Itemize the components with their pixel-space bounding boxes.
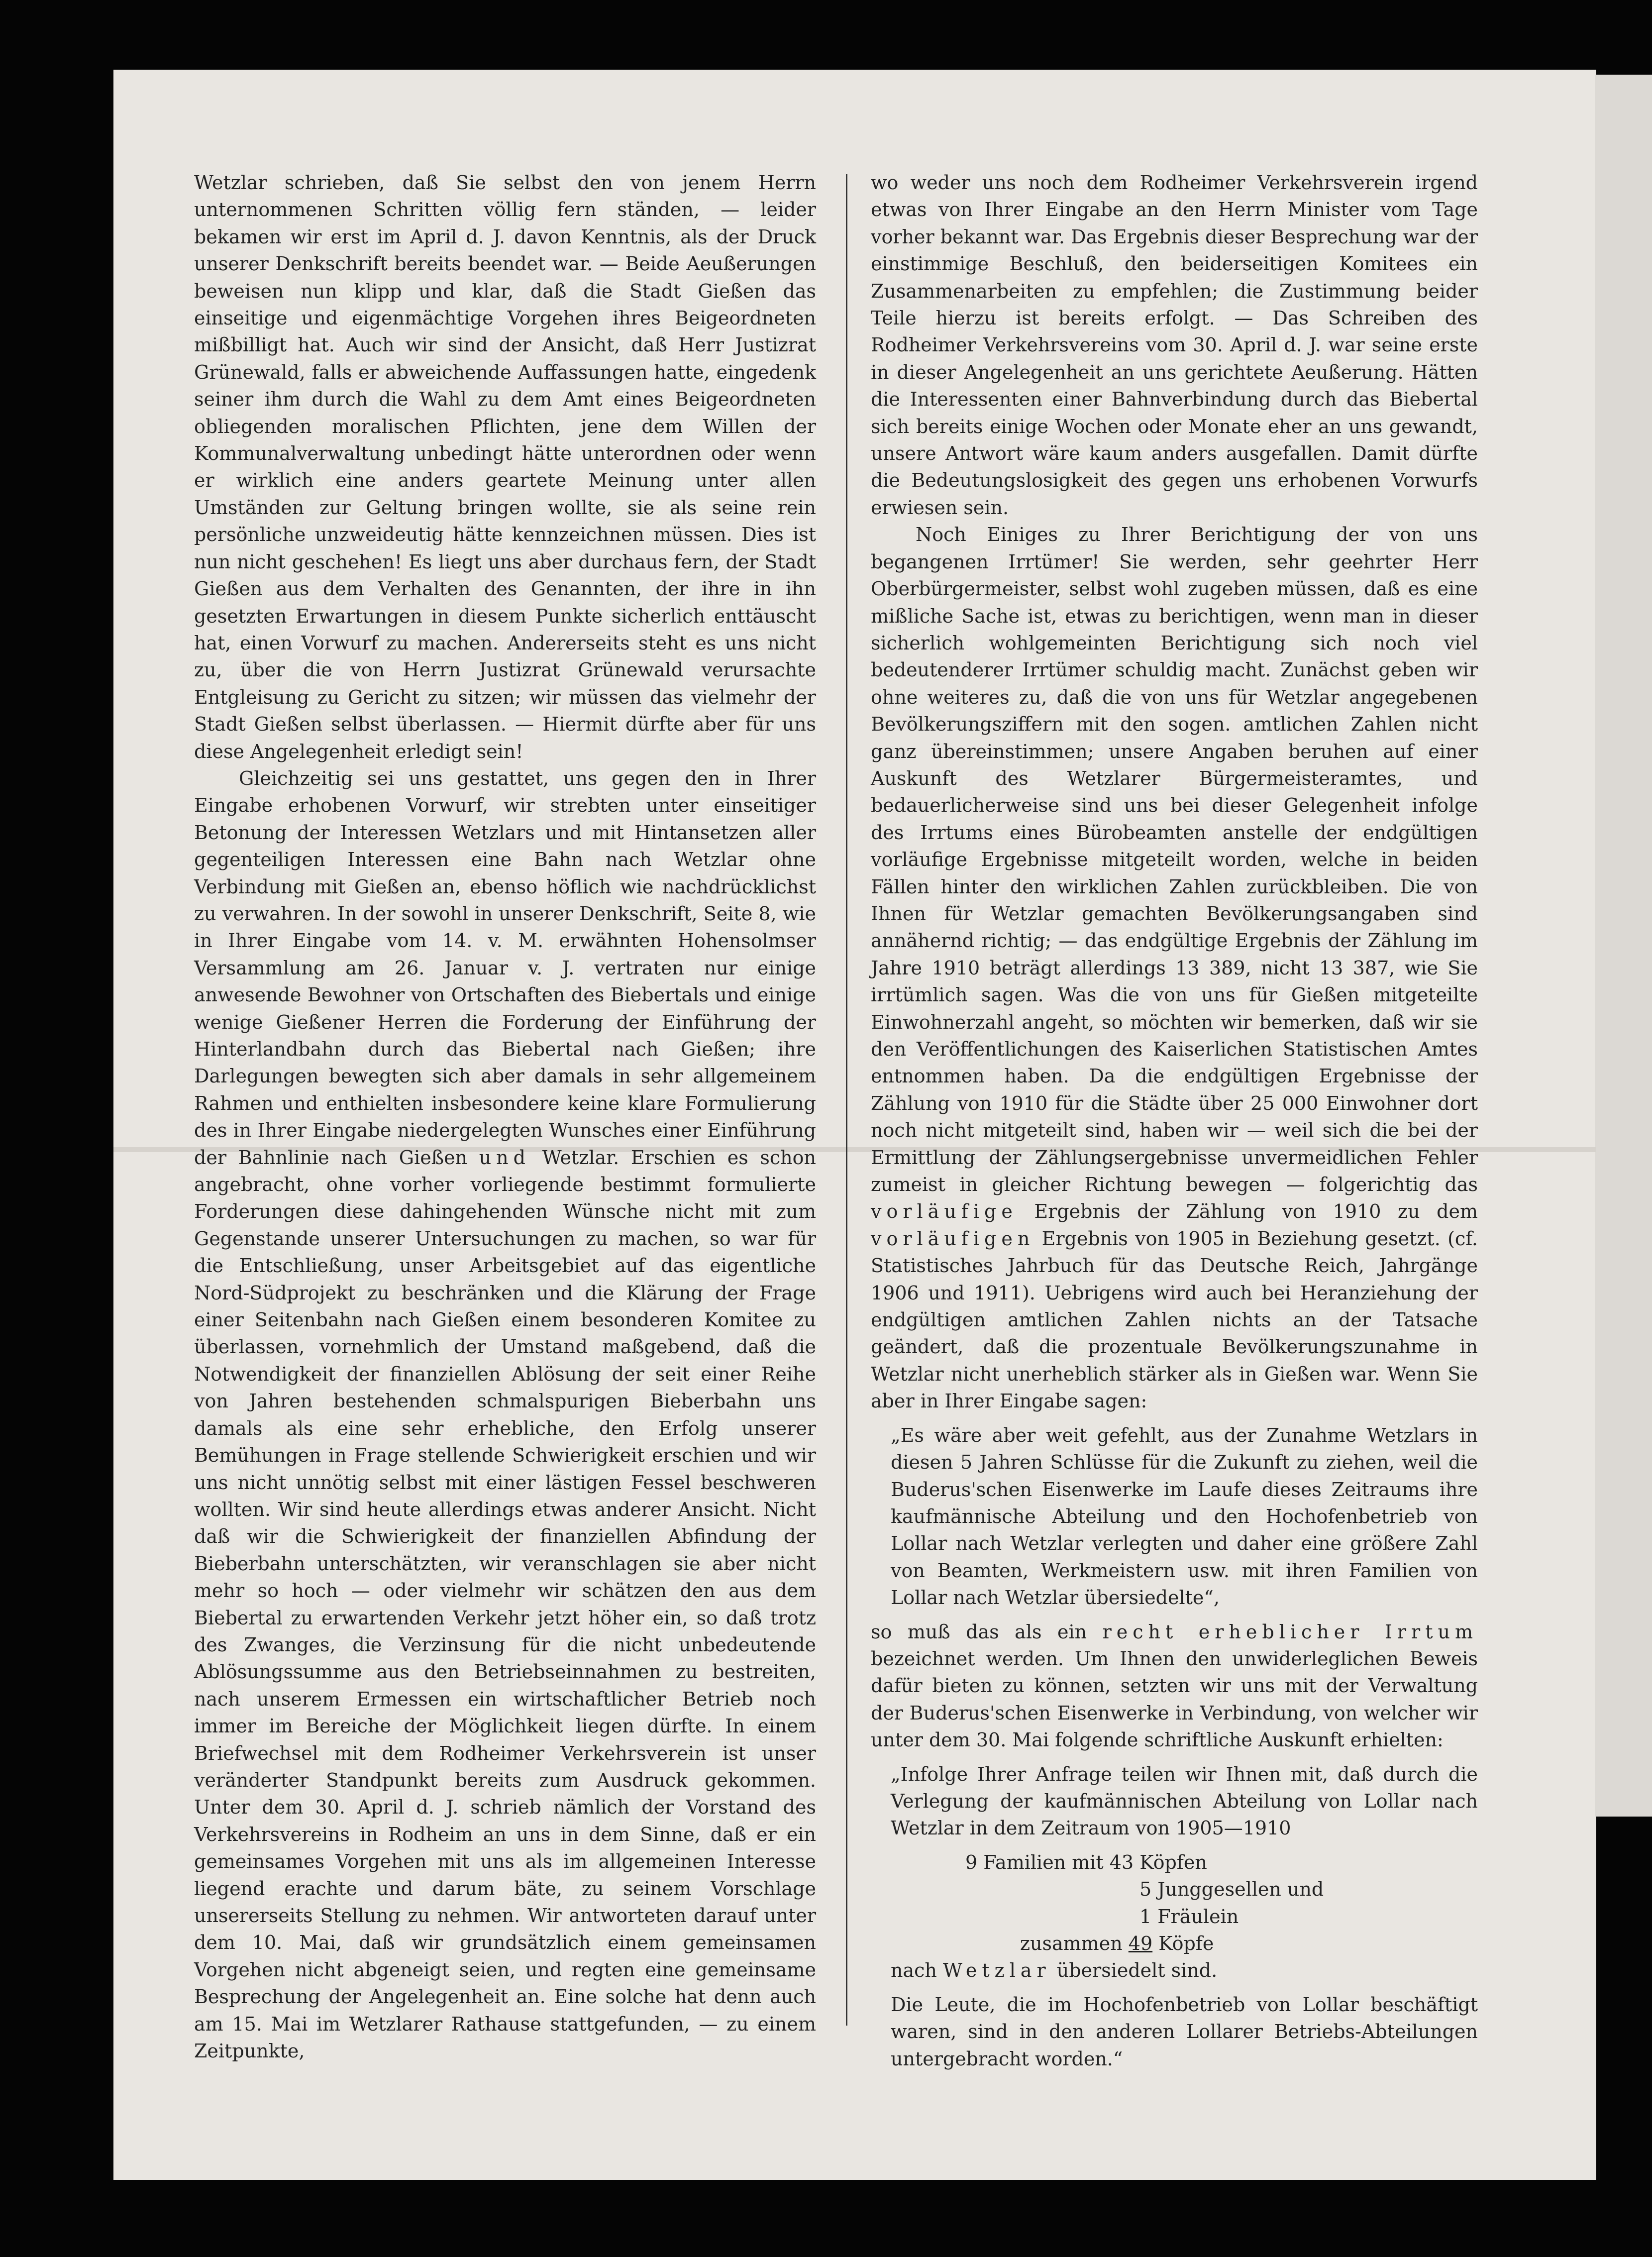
list-line-destination [891, 1957, 1478, 1984]
right-column [871, 169, 1478, 2070]
destination-prefix: nach [891, 1959, 943, 1982]
right-paragraph-2 [871, 521, 1478, 1414]
quote-eingabe: „Es wäre aber weit gefehlt, aus der Zunahme Wetzlars in diesen 5 Jahren Schlüsse für die Zukunft zu ziehen, weil die Buderus'schen Eisenwerke im Laufe dieses Zeitraums ihre kaufmännische Abteilung und den Hochofenbetrieb von Lollar nach Wetzlar verlegten und daher eine größere Zahl von Beamten, Werkmeistern usw. mit ihren Familien von Lollar nach Wetzlar übersiedelte“, [891, 1424, 1478, 1609]
right-paragraph-1: wo weder uns noch dem Rodheimer Verkehrsverein irgend etwas von Ihrer Eingabe an den Herrn Minister vom Tage vorher bekannt war. Das Ergebnis dieser Besprechung war der einstimmige Beschluß, den beiderseitigen Komitees ein Zusammenarbeiten zu empfehlen; die Zustimmung beider Teile hierzu ist bereits erfolgt. — Das Schreiben des Rodheimer Verkehrsvereins vom 30. April d. J. war seine erste in dieser Angelegenheit an uns gerichtete Aeußerung. Hätten die Interessenten einer Bahnverbindung durch das Biebertal sich bereits einige Wochen oder Monate eher an uns gewandt, unsere Antwort wäre kaum anders ausgefallen. Damit dürfte die Bedeutungslosigkeit des gegen uns erhobenen Vorwurfs erwiesen sein. [871, 172, 1478, 519]
spaced-vorlaeufige: vorläufige [871, 1200, 1018, 1223]
spaced-vorlaeufigen: vorläufigen [871, 1227, 1035, 1250]
list-line-bachelors: 5 Junggesellen und [1139, 1878, 1324, 1901]
left-spaced-und: und [479, 1146, 530, 1169]
total-prefix: zusammen [1020, 1933, 1129, 1954]
right-paragraph-3 [871, 1618, 1478, 1754]
quote-closing: Die Leute, die im Hochofenbetrieb von Lollar beschäftigt waren, sind in den anderen Lollarer Betriebs-Abteilungen untergebracht worden.“ [891, 1993, 1478, 2070]
destination-suffix: übersiedelt sind. [1050, 1959, 1218, 1982]
right-paragraph-2-mid: Ergebnis der Zählung von 1910 zu dem [1017, 1200, 1478, 1223]
left-paragraph-2-text: Gleichzeitig sei uns gestattet, uns gegen den in Ihrer Eingabe erhobenen Vorwurf, wir strebten unter einseitiger Betonung der Interessen Wetzlars und mit Hintansetzen aller gegenteiligen Interessen eine Bahn nach Wetzlar ohne Verbindung mit Gießen an, ebenso höflich wie nachdrücklichst zu verwahren. In der sowohl in unserer Denkschrift, Seite 8, wie in Ihrer Eingabe vom 14. v. M. erwähnten Hohensolmser Versammlung am 26. Januar v. J. vertraten nur einige anwesende Bewohner von Ortschaften des Biebertals und einige wenige Gießener Herren die Forderung der Einführung der Hinterlandbahn durch das Biebertal nach Gießen; ihre Darlegungen bewegten sich aber damals in sehr allgemeinem Rahmen und enthielten insbesondere keine klare Formulierung des in Ihrer Eingabe niedergelegten Wunsches einer Einführung der Bahnlinie nach Gießen [194, 767, 816, 1169]
list-line-fraeulein: 1 Fräulein [1139, 1905, 1239, 1928]
right-paragraph-3-text: so muß das als ein [871, 1620, 1103, 1643]
left-paragraph-1: Wetzlar schrieben, daß Sie selbst den von jenem Herrn unternommenen Schritten völlig fern ständen, — leider bekamen wir erst im April d. J. davon Kenntnis, als der Druck unserer Denkschrift bereits beendet war. — Beide Aeußerungen beweisen nun klipp und klar, daß die Stadt Gießen das einseitige und eigenmächtige Vorgehen ihres Beigeordneten mißbilligt hat. Auch wir sind der Ansicht, daß Herr Justizrat Grünewald, falls er abweichende Auffassungen hatte, eingedenk seiner ihm durch die Wahl zu dem Amt eines Beigeordneten obliegenden moralischen Pflichten, jene dem Willen der Kommunalverwaltung unbedingt hätte unterordnen oder wenn er wirklich eine anders geartete Meinung unter allen Umständen zur Geltung bringen wollte, sie als seine rein persönliche unzweideutig hätte kennzeichnen müssen. Dies ist nun nicht geschehen! Es liegt uns aber durchaus fern, der Stadt Gießen aus dem Verhalten des Genannten, der ihre in ihn gesetzten Erwartungen in diesem Punkte sicherlich enttäuscht hat, einen Vorwurf zu machen. Andererseits steht es uns nicht zu, über die von Herrn Justizrat Grünewald verursachte Entgleisung zu Gericht zu sitzen; wir müssen das vielmehr der Stadt Gießen selbst überlassen. — Hiermit dürfte aber für uns diese Angelegenheit erledigt sein! [194, 172, 816, 762]
headcount-list [891, 1849, 1478, 1984]
left-paragraph-2 [194, 765, 816, 2065]
left-paragraph-2-end: Wetzlar. Erschien es schon angebracht, ohne vorher vorliegende bestimmt formulierte Forderungen diese dahingehenden Wünsche nicht mit zum Gegenstande unserer Untersuchungen zu machen, so war für die Entschließung, unser Arbeitsgebiet auf das eigentliche Nord-Südprojekt zu beschränken und die Klärung der Frage einer Seitenbahn nach Gießen einem besonderen Komitee zu überlassen, vornehmlich der Umstand maßgebend, daß die Notwendigkeit der finanziellen Ablösung der seit einer Reihe von Jahren bestehenden schmalspurigen Bieberbahn uns damals als eine sehr erhebliche, den Erfolg unserer Bemühungen in Frage stellende Schwierigkeit erschien und wir uns nicht unnötig selbst mit einer lästigen Fessel beschweren wollten. Wir sind heute allerdings etwas anderer Ansicht. Nicht daß wir die Schwierigkeit der finanziellen Abfindung der Bieberbahn unterschätzten, wir veranschlagen sie aber nicht mehr so hoch — oder vielmehr wir schätzen den aus dem Biebertal zu erwartenden Verkehr jetzt höher ein, so daß trotz des Zwanges, die Verzinsung für die nicht unbedeutende Ablösungssumme aus den Betriebseinnahmen zu bestreiten, nach unserem Ermessen ein wirtschaftlicher Betrieb noch immer im Bereiche der Möglichkeit liegen dürfte. In einem Briefwechsel mit dem Rodheimer Verkehrsverein ist unser veränderter Standpunkt bereits zum Ausdruck gekommen. Unter dem 30. April d. J. schrieb nämlich der Vorstand des Verkehrsvereins in Rodheim an uns in dem Sinne, daß er ein gemeinsames Vorgehen mit uns als im allgemeinen Interesse liegend erachte und darum bäte, zu seinem Vorschlage unsererseits Stellung zu nehmen. Wir antworteten darauf unter dem 10. Mai, daß wir grundsätzlich einem gemeinsamen Vorgehen nicht abgeneigt seien, und regten eine gemeinsame Besprechung der Angelegenheit an. Eine solche hat denn auch am 15. Mai im Wetzlarer Rathause stattgefunden, — zu einem Zeitpunkte, [194, 1146, 816, 2062]
column-divider [846, 174, 847, 2026]
right-paragraph-3-end: bezeichnet werden. Um Ihnen den unwiderleglichen Beweis dafür bieten zu können, setzten wir uns mit der Verwaltung der Buderus'schen Eisenwerke in Verbindung, von welcher wir unter dem 30. Mai folgende schriftliche Auskunft erhielten: [871, 1647, 1478, 1751]
spaced-wetzlar: Wetzlar [942, 1959, 1051, 1982]
right-paragraph-2-end: Ergebnis von 1905 in Beziehung gesetzt. (cf. Statistisches Jahrbuch für das Deutsche Reich, Jahrgänge 1906 und 1911). Uebrigens wird auch bei Heranziehung der endgültigen amtlichen Zahlen nichts an der Tatsache geändert, daß die prozentuale Bevölkerungszunahme in Wetzlar nicht unerheblich stärker als in Gießen war. Wenn Sie aber in Ihrer Eingabe sagen: [871, 1227, 1478, 1412]
next-sheet-edge [1595, 75, 1652, 1817]
list-line-total [891, 1930, 1478, 1957]
quote-auskunft: „Infolge Ihrer Anfrage teilen wir Ihnen mit, daß durch die Verlegung der kaufmännischen Abteilung von Lollar nach Wetzlar in dem Zeitraum von 1905—1910 [891, 1763, 1478, 1839]
total-value: 49 [1128, 1933, 1153, 1954]
list-line-families: 9 Familien mit 43 Köpfen [965, 1851, 1207, 1873]
right-paragraph-2-text: Noch Einiges zu Ihrer Berichtigung der von uns begangenen Irrtümer! Sie werden, sehr geehrter Herr Oberbürgermeister, selbst wohl zugeben müssen, daß es eine mißliche Sache ist, etwas zu berichtigen, wenn man in dieser sicherlich wohlgemeinten Berichtigung sich noch viel bedeutenderer Irrtümer schuldig macht. Zunächst geben wir ohne weiteres zu, daß die von uns für Wetzlar angegebenen Bevölkerungsziffern mit den sogen. amtlichen Zahlen nicht ganz übereinstimmen; unsere Angaben beruhen auf einer Auskunft des Wetzlarer Bürgermeisteramtes, und bedauerlicherweise sind uns bei dieser Gelegenheit infolge des Irrtums eines Bürobeamten anstelle der endgültigen vorläufige Ergebnisse mitgeteilt worden, welche in beiden Fällen hinter den wirklichen Zahlen zurückbleiben. Die von Ihnen für Wetzlar gemachten Bevölkerungsangaben sind annähernd richtig; — das endgültige Ergebnis der Zählung im Jahre 1910 beträgt allerdings 13 389, nicht 13 387, wie Sie irrtümlich sagen. Was die von uns für Gießen mitgeteilte Einwohnerzahl angeht, so möchten wir bemerken, daß wir sie den Veröffentlichungen des Kaiserlichen Statistischen Amtes entnommen haben. Da die endgültigen Ergebnisse der Zählung von 1910 für die Städte über 25 000 Einwohner dort noch nicht mitgeteilt sind, haben wir — weil sich die bei der Ermittlung der Zählungsergebnisse unvermeidlichen Fehler zumeist in gleicher Richtung bewegen — folgerichtig das [871, 524, 1478, 1196]
total-suffix: Köpfe [1152, 1933, 1214, 1954]
spaced-irrtum: recht erheblicher Irrtum [1102, 1620, 1478, 1643]
left-column [194, 169, 816, 2062]
